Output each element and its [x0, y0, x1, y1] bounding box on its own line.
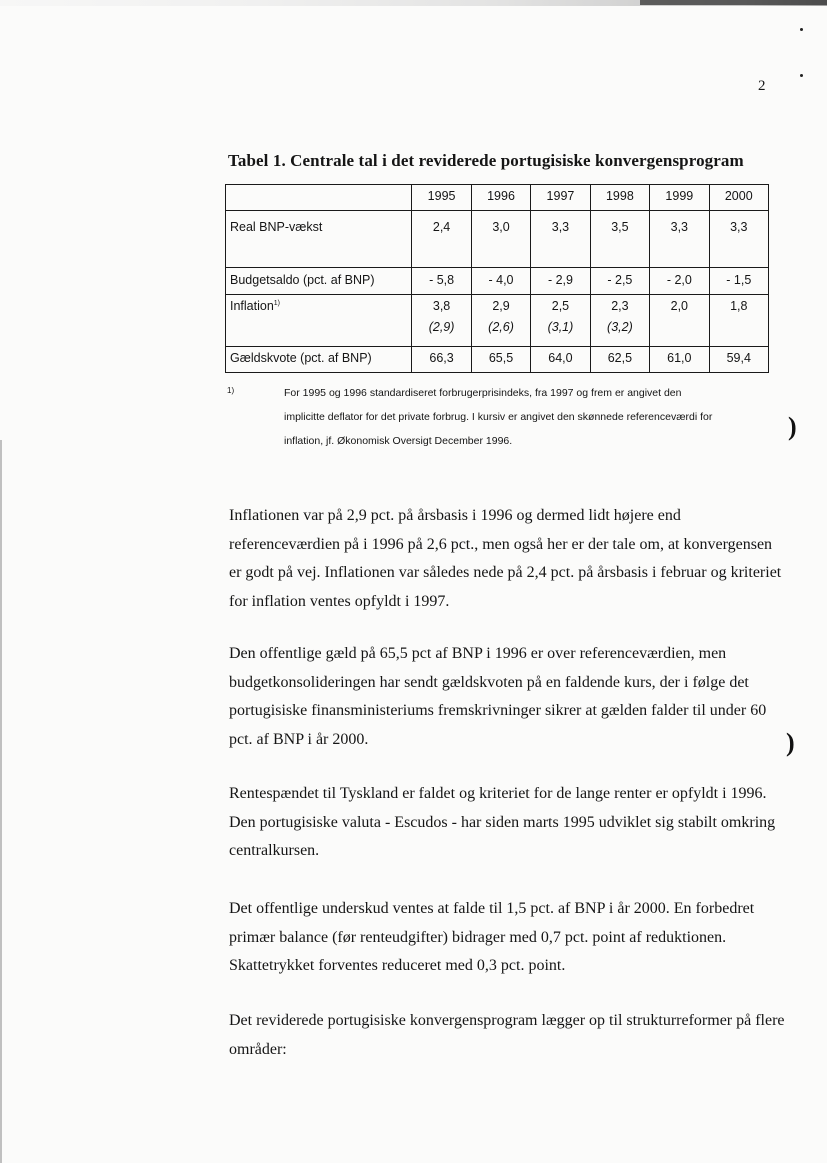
table-cell: 65,5 [471, 347, 530, 373]
table-cell: 3,3 [531, 211, 590, 268]
table-cell: - 5,8 [412, 268, 471, 295]
table-cell: 66,3 [412, 347, 471, 373]
row-label: Real BNP-vækst [226, 211, 412, 268]
table-header-row [226, 185, 769, 211]
table-cell [650, 295, 709, 347]
table-title: Tabel 1. Centrale tal i det reviderede portugisiske konvergensprogram [228, 151, 744, 170]
table-cell: 61,0 [650, 347, 709, 373]
cell-reference-value: (2,6) [488, 320, 514, 334]
table-cell: 3,0 [471, 211, 530, 268]
scan-speck [800, 74, 803, 77]
table-cell [412, 295, 471, 347]
paragraph-interest-spread: Rentespændet til Tyskland er faldet og kriteriet for de lange renter er opfyldt i 1996. Den portugisiske valuta - Escudos - har siden marts 1995 udviklet sig stabilt omkring centralkursen. [229, 785, 776, 859]
paragraph-inflation: Inflationen var på 2,9 pct. på årsbasis i 1996 og dermed lidt højere end referenceværdien på i 1996 på 2,6 pct., men også her er der tale om, at konvergensen er godt på vej. Inflationen var således nede på 2,4 pct. på årsbasis i februar og kriteriet for inflation ventes opfyldt i 1997. [229, 507, 782, 610]
row-label-cell [226, 295, 412, 347]
cell-value: 2,3 [611, 299, 629, 313]
table-cell: 3,5 [590, 211, 649, 268]
table-footnote: For 1995 og 1996 standardiseret forbrugerprisindeks, fra 1997 og frem er angivet den implicitte deflator for det private forbrug. I kursiv er angivet den skønnede referenceværdi for inflation, jf. Økonomisk Oversigt December 1996. [284, 387, 713, 447]
table-cell: 59,4 [709, 347, 768, 373]
table-row [226, 268, 769, 295]
data-table-container [225, 184, 769, 373]
paragraph-deficit: Det offentlige underskud ventes at falde til 1,5 pct. af BNP i år 2000. En forbedret primær balance (før renteudgifter) bidrager med 0,7 pct. point af reduktionen. Skattetrykket forventes reduceret med 0,3 pct. point. [229, 900, 755, 974]
scan-artifact-top-line [640, 0, 827, 5]
row-label: Inflation [230, 299, 274, 313]
row-label: Gældskvote (pct. af BNP) [226, 347, 412, 373]
cell-reference-value: (3,1) [547, 320, 574, 334]
scan-artifact-left-edge [0, 440, 2, 1163]
table-cell: - 2,5 [590, 268, 649, 295]
table-cell: - 2,9 [531, 268, 590, 295]
cell-value: 2,0 [670, 299, 689, 313]
table-row [226, 211, 769, 268]
table-header-cell: 1995 [412, 185, 471, 211]
table-row [226, 347, 769, 373]
table-cell: - 1,5 [709, 268, 768, 295]
table-cell [590, 295, 649, 347]
table-header-cell: 2000 [709, 185, 768, 211]
data-table [225, 184, 769, 373]
table-cell: 3,3 [709, 211, 768, 268]
table-header-blank [226, 185, 412, 211]
binder-mark: ) [786, 728, 795, 757]
paragraph-public-debt: Den offentlige gæld på 65,5 pct af BNP i 1996 er over referenceværdien, men budgetkonsolideringen har sendt gældskvoten på en faldende kurs, der i følge det portugisiske finansministeriums fremskrivninger sikrer at gælden falder til under 60 pct. af BNP i år 2000. [229, 645, 767, 748]
row-label: Budgetsaldo (pct. af BNP) [226, 268, 412, 295]
cell-value: 1,8 [730, 299, 748, 313]
table-cell: - 2,0 [650, 268, 709, 295]
binder-mark: ) [788, 412, 797, 441]
table-header-cell: 1997 [531, 185, 590, 211]
cell-reference-value: (3,2) [607, 320, 633, 334]
table-cell: 3,3 [650, 211, 709, 268]
table-cell: - 4,0 [471, 268, 530, 295]
table-cell: 64,0 [531, 347, 590, 373]
table-cell: 2,4 [412, 211, 471, 268]
table-header-cell: 1998 [590, 185, 649, 211]
table-header-cell: 1996 [471, 185, 530, 211]
table-cell [709, 295, 768, 347]
table-header-cell: 1999 [650, 185, 709, 211]
table-cell: 62,5 [590, 347, 649, 373]
cell-value: 3,8 [432, 299, 451, 313]
table-cell [531, 295, 590, 347]
footnote-marker: 1) [227, 386, 235, 395]
page-number: 2 [758, 78, 766, 94]
cell-value: 2,5 [551, 299, 570, 313]
cell-value: 2,9 [492, 299, 510, 313]
table-cell [471, 295, 530, 347]
scan-speck [800, 28, 803, 31]
table-row [226, 295, 769, 347]
cell-reference-value: (2,9) [428, 320, 455, 334]
paragraph-structural-reforms: Det reviderede portugisiske konvergensprogram lægger op til strukturreformer på flere områder: [229, 1012, 785, 1058]
footnote-reference: 1) [273, 299, 281, 307]
